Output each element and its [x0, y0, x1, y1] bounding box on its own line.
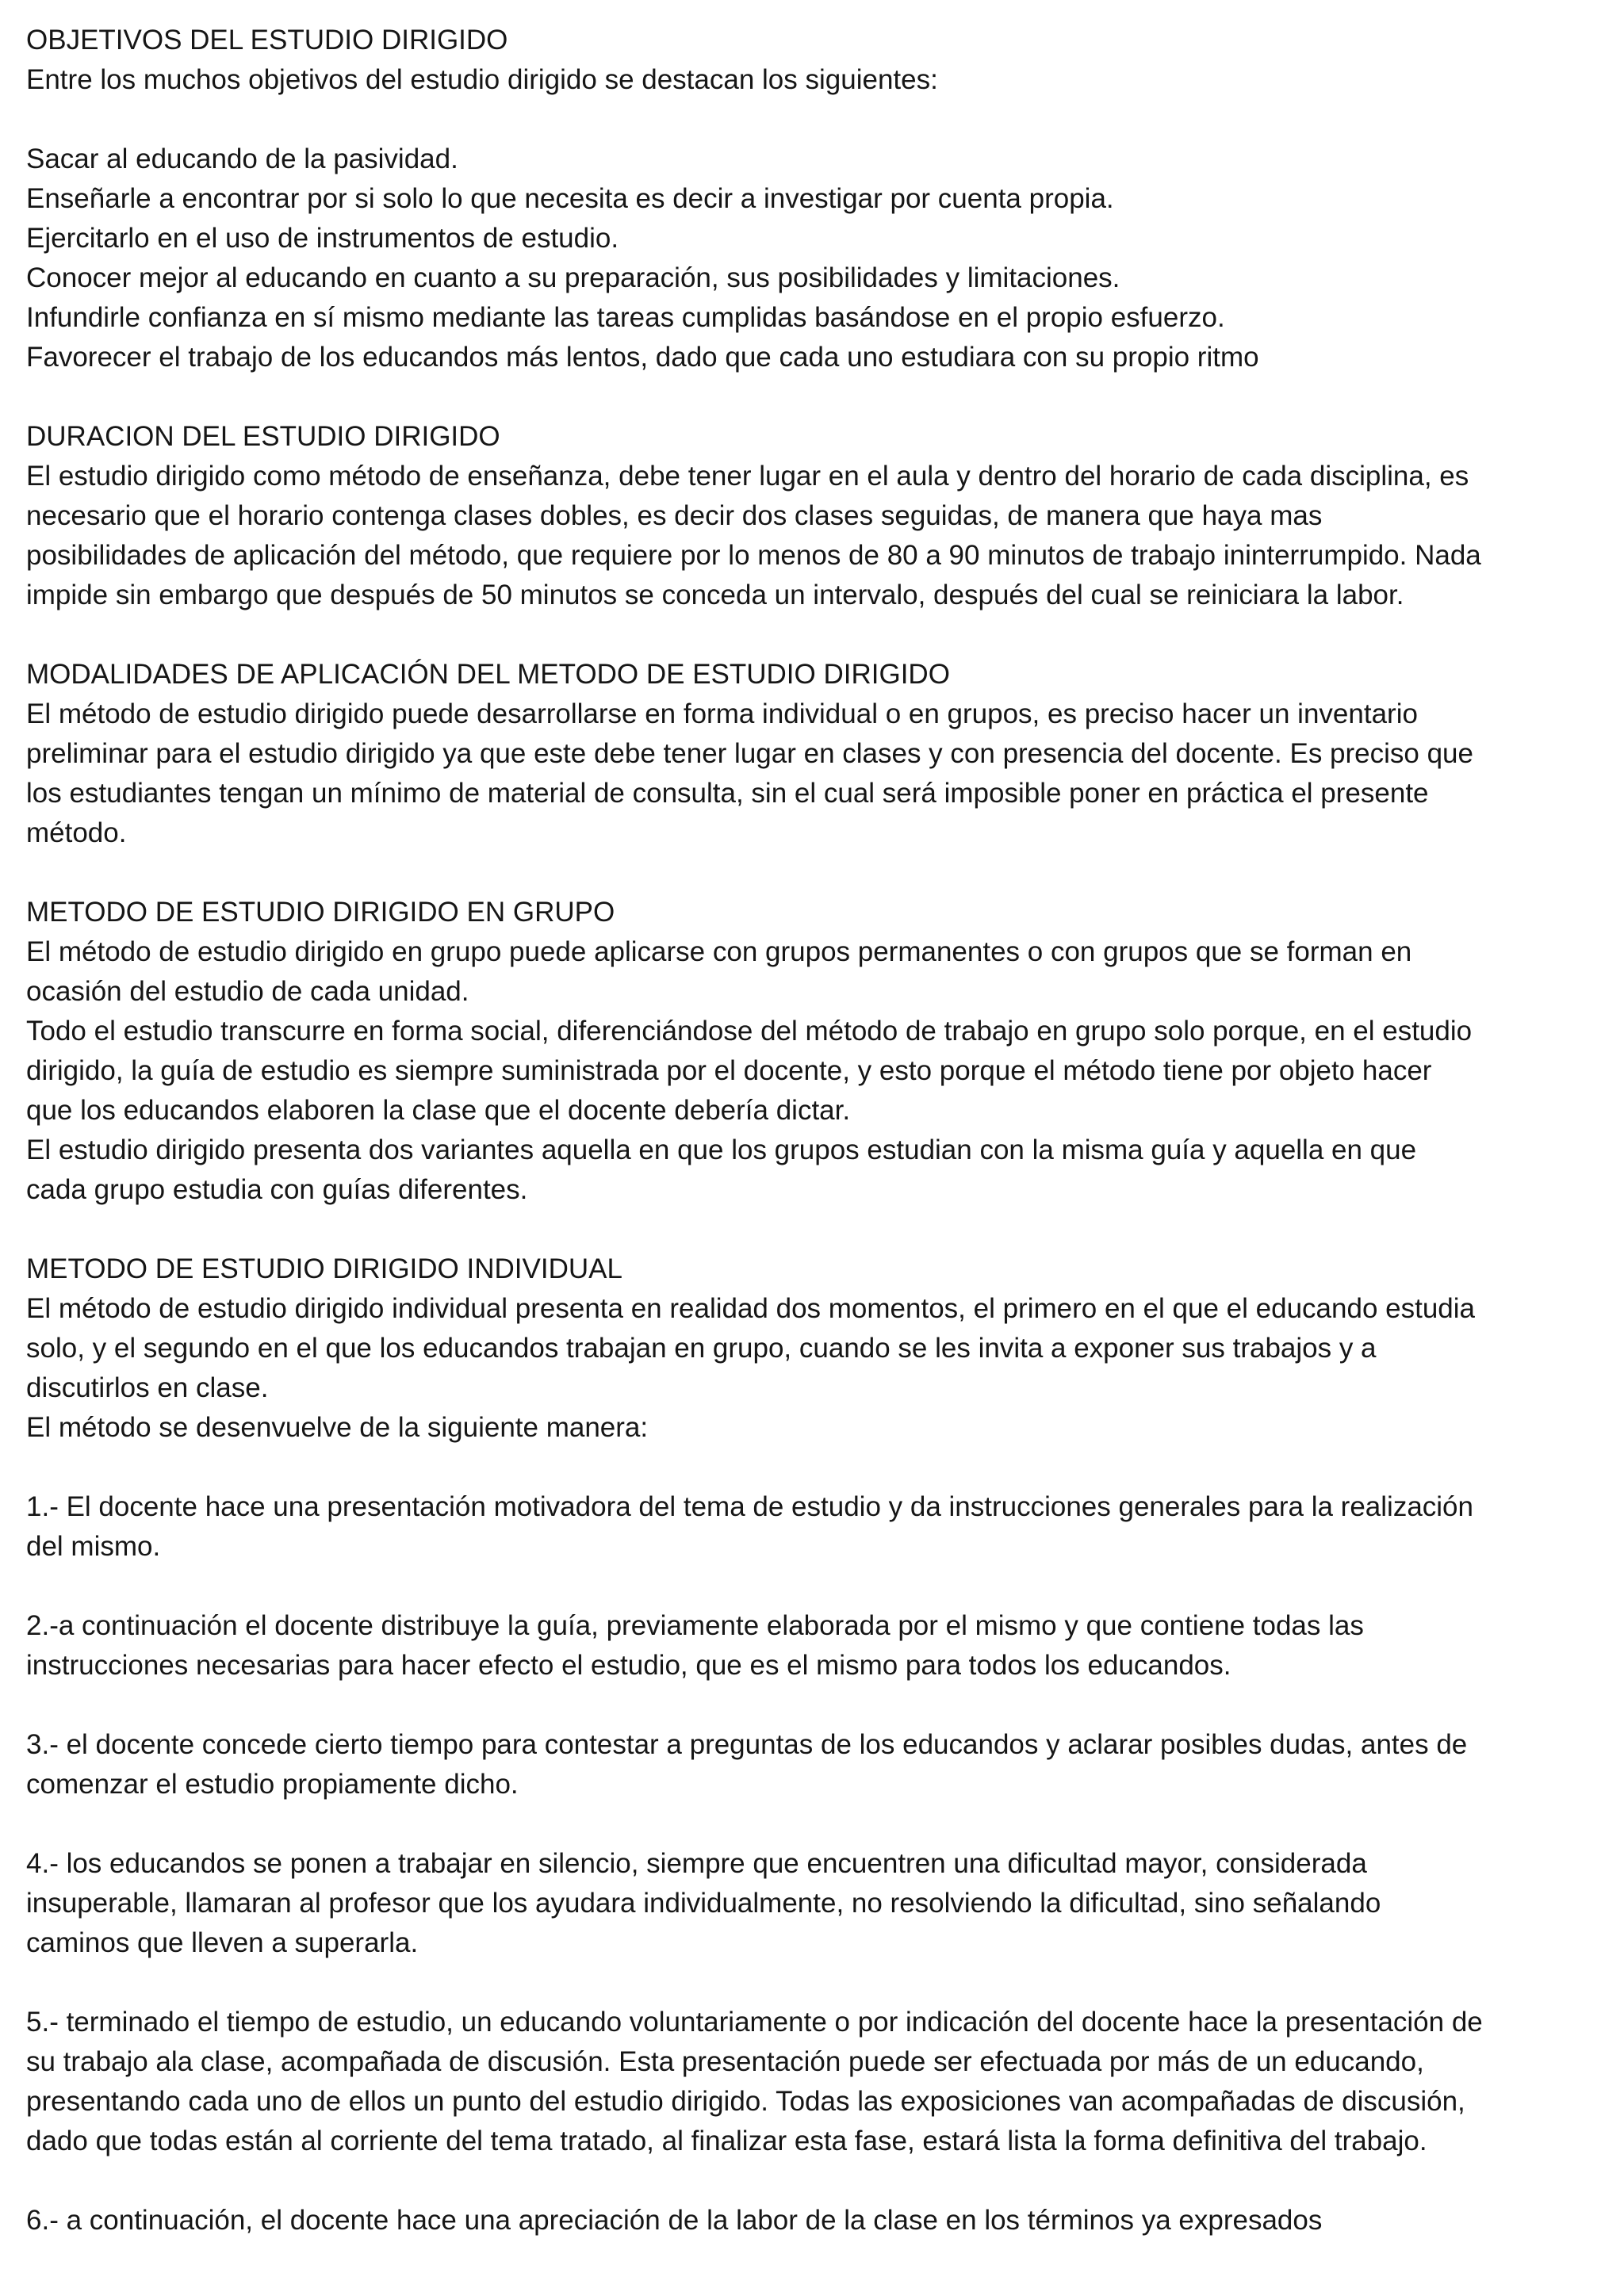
spacer [26, 1210, 1600, 1249]
duracion-paragraph: El estudio dirigido como método de enseñanza, debe tener lugar en el aula y dentro del horario de cada disciplina, es necesario que el horario contenga clases dobles, es decir dos clases seguidas, de manera que haya mas posibilidades de aplicación del método, que requiere por lo menos de 80 a 90 minutos de trabajo ininterrumpido. Nada impide sin embargo que después de 50 minutos se conceda un intervalo, después del cual se reiniciara la labor. [26, 461, 1481, 610]
objetivo-item: Conocer mejor al educando en cuanto a su preparación, sus posibilidades y limitaciones. [26, 262, 1120, 293]
spacer [26, 377, 1600, 417]
spacer [26, 2161, 1600, 2201]
step-item: 1.- El docente hace una presentación motivadora del tema de estudio y da instrucciones generales para la realización del mismo. [26, 1491, 1473, 1562]
heading-objetivos: OBJETIVOS DEL ESTUDIO DIRIGIDO [26, 25, 508, 55]
document-body [26, 21, 1600, 2241]
modalidades-paragraph: El método de estudio dirigido puede desarrollarse en forma individual o en grupos, es preciso hacer un inventario preliminar para el estudio dirigido ya que este debe tener lugar en clases y con presencia del docente. Es preciso que los estudiantes tengan un mínimo de material de consulta, sin el cual será imposible poner en práctica el presente método. [26, 698, 1473, 848]
spacer [26, 100, 1600, 140]
spacer [26, 1567, 1600, 1606]
spacer [26, 1686, 1600, 1725]
heading-modalidades: MODALIDADES DE APLICACIÓN DEL METODO DE ESTUDIO DIRIGIDO [26, 659, 950, 690]
individual-paragraph: El método se desenvuelve de la siguiente manera: [26, 1412, 649, 1443]
individual-paragraph: El método de estudio dirigido individual presenta en realidad dos momentos, el primero en el que el educando estudia solo, y el segundo en el que los educandos trabajan en grupo, cuando se les invita a exponer sus trabajos y a discutirlos en clase. [26, 1293, 1475, 1403]
step-item: 2.-a continuación el docente distribuye la guía, previamente elaborada por el mismo y que contiene todas las instrucciones necesarias para hacer efecto el estudio, que es el mismo para todos los educandos. [26, 1610, 1364, 1681]
step-item: 6.- a continuación, el docente hace una apreciación de la labor de la clase en los términos ya expresados [26, 2205, 1323, 2236]
step-item: 3.- el docente concede cierto tiempo para contestar a preguntas de los educandos y aclarar posibles dudas, antes de comenzar el estudio propiamente dicho. [26, 1729, 1468, 1800]
spacer [26, 1963, 1600, 2003]
objetivos-intro: Entre los muchos objetivos del estudio dirigido se destacan los siguientes: [26, 64, 938, 95]
heading-individual: METODO DE ESTUDIO DIRIGIDO INDIVIDUAL [26, 1253, 622, 1284]
objetivo-item: Favorecer el trabajo de los educandos más lentos, dado que cada uno estudiara con su propio ritmo [26, 342, 1259, 373]
spacer [26, 615, 1600, 655]
step-item: 4.- los educandos se ponen a trabajar en silencio, siempre que encuentren una dificultad mayor, considerada insuperable, llamaran al profesor que los ayudara individualmente, no resolviendo la dificultad, sino señalando caminos que lleven a superarla. [26, 1848, 1381, 1958]
heading-duracion: DURACION DEL ESTUDIO DIRIGIDO [26, 421, 500, 452]
objetivo-item: Infundirle confianza en sí mismo mediante las tareas cumplidas basándose en el propio esfuerzo. [26, 302, 1225, 333]
grupo-paragraph: El método de estudio dirigido en grupo puede aplicarse con grupos permanentes o con grupos que se forman en ocasión del estudio de cada unidad. [26, 936, 1412, 1007]
grupo-paragraph: Todo el estudio transcurre en forma social, diferenciándose del método de trabajo en grupo solo porque, en el estudio dirigido, la guía de estudio es siempre suministrada por el docente, y esto porque el método tiene por objeto hacer que los educandos elaboren la clase que el docente debería dictar. [26, 1016, 1473, 1126]
spacer [26, 1448, 1600, 1487]
objetivo-item: Sacar al educando de la pasividad. [26, 144, 458, 174]
heading-grupo: METODO DE ESTUDIO DIRIGIDO EN GRUPO [26, 897, 615, 928]
spacer [26, 853, 1600, 893]
objetivo-item: Ejercitarlo en el uso de instrumentos de estudio. [26, 223, 619, 254]
grupo-paragraph: El estudio dirigido presenta dos variantes aquella en que los grupos estudian con la misma guía y aquella en que cada grupo estudia con guías diferentes. [26, 1135, 1417, 1205]
objetivo-item: Enseñarle a encontrar por si solo lo que necesita es decir a investigar por cuenta propia. [26, 183, 1114, 214]
spacer [26, 1804, 1600, 1844]
step-item: 5.- terminado el tiempo de estudio, un educando voluntariamente o por indicación del docente hace la presentación de su trabajo ala clase, acompañada de discusión. Esta presentación puede ser efectuada por más de un educando, presentando cada uno de ellos un punto del estudio dirigido. Todas las exposiciones van acompañadas de discusión, dado que todas están al corriente del tema tratado, al finalizar esta fase, estará lista la forma definitiva del trabajo. [26, 2007, 1483, 2156]
